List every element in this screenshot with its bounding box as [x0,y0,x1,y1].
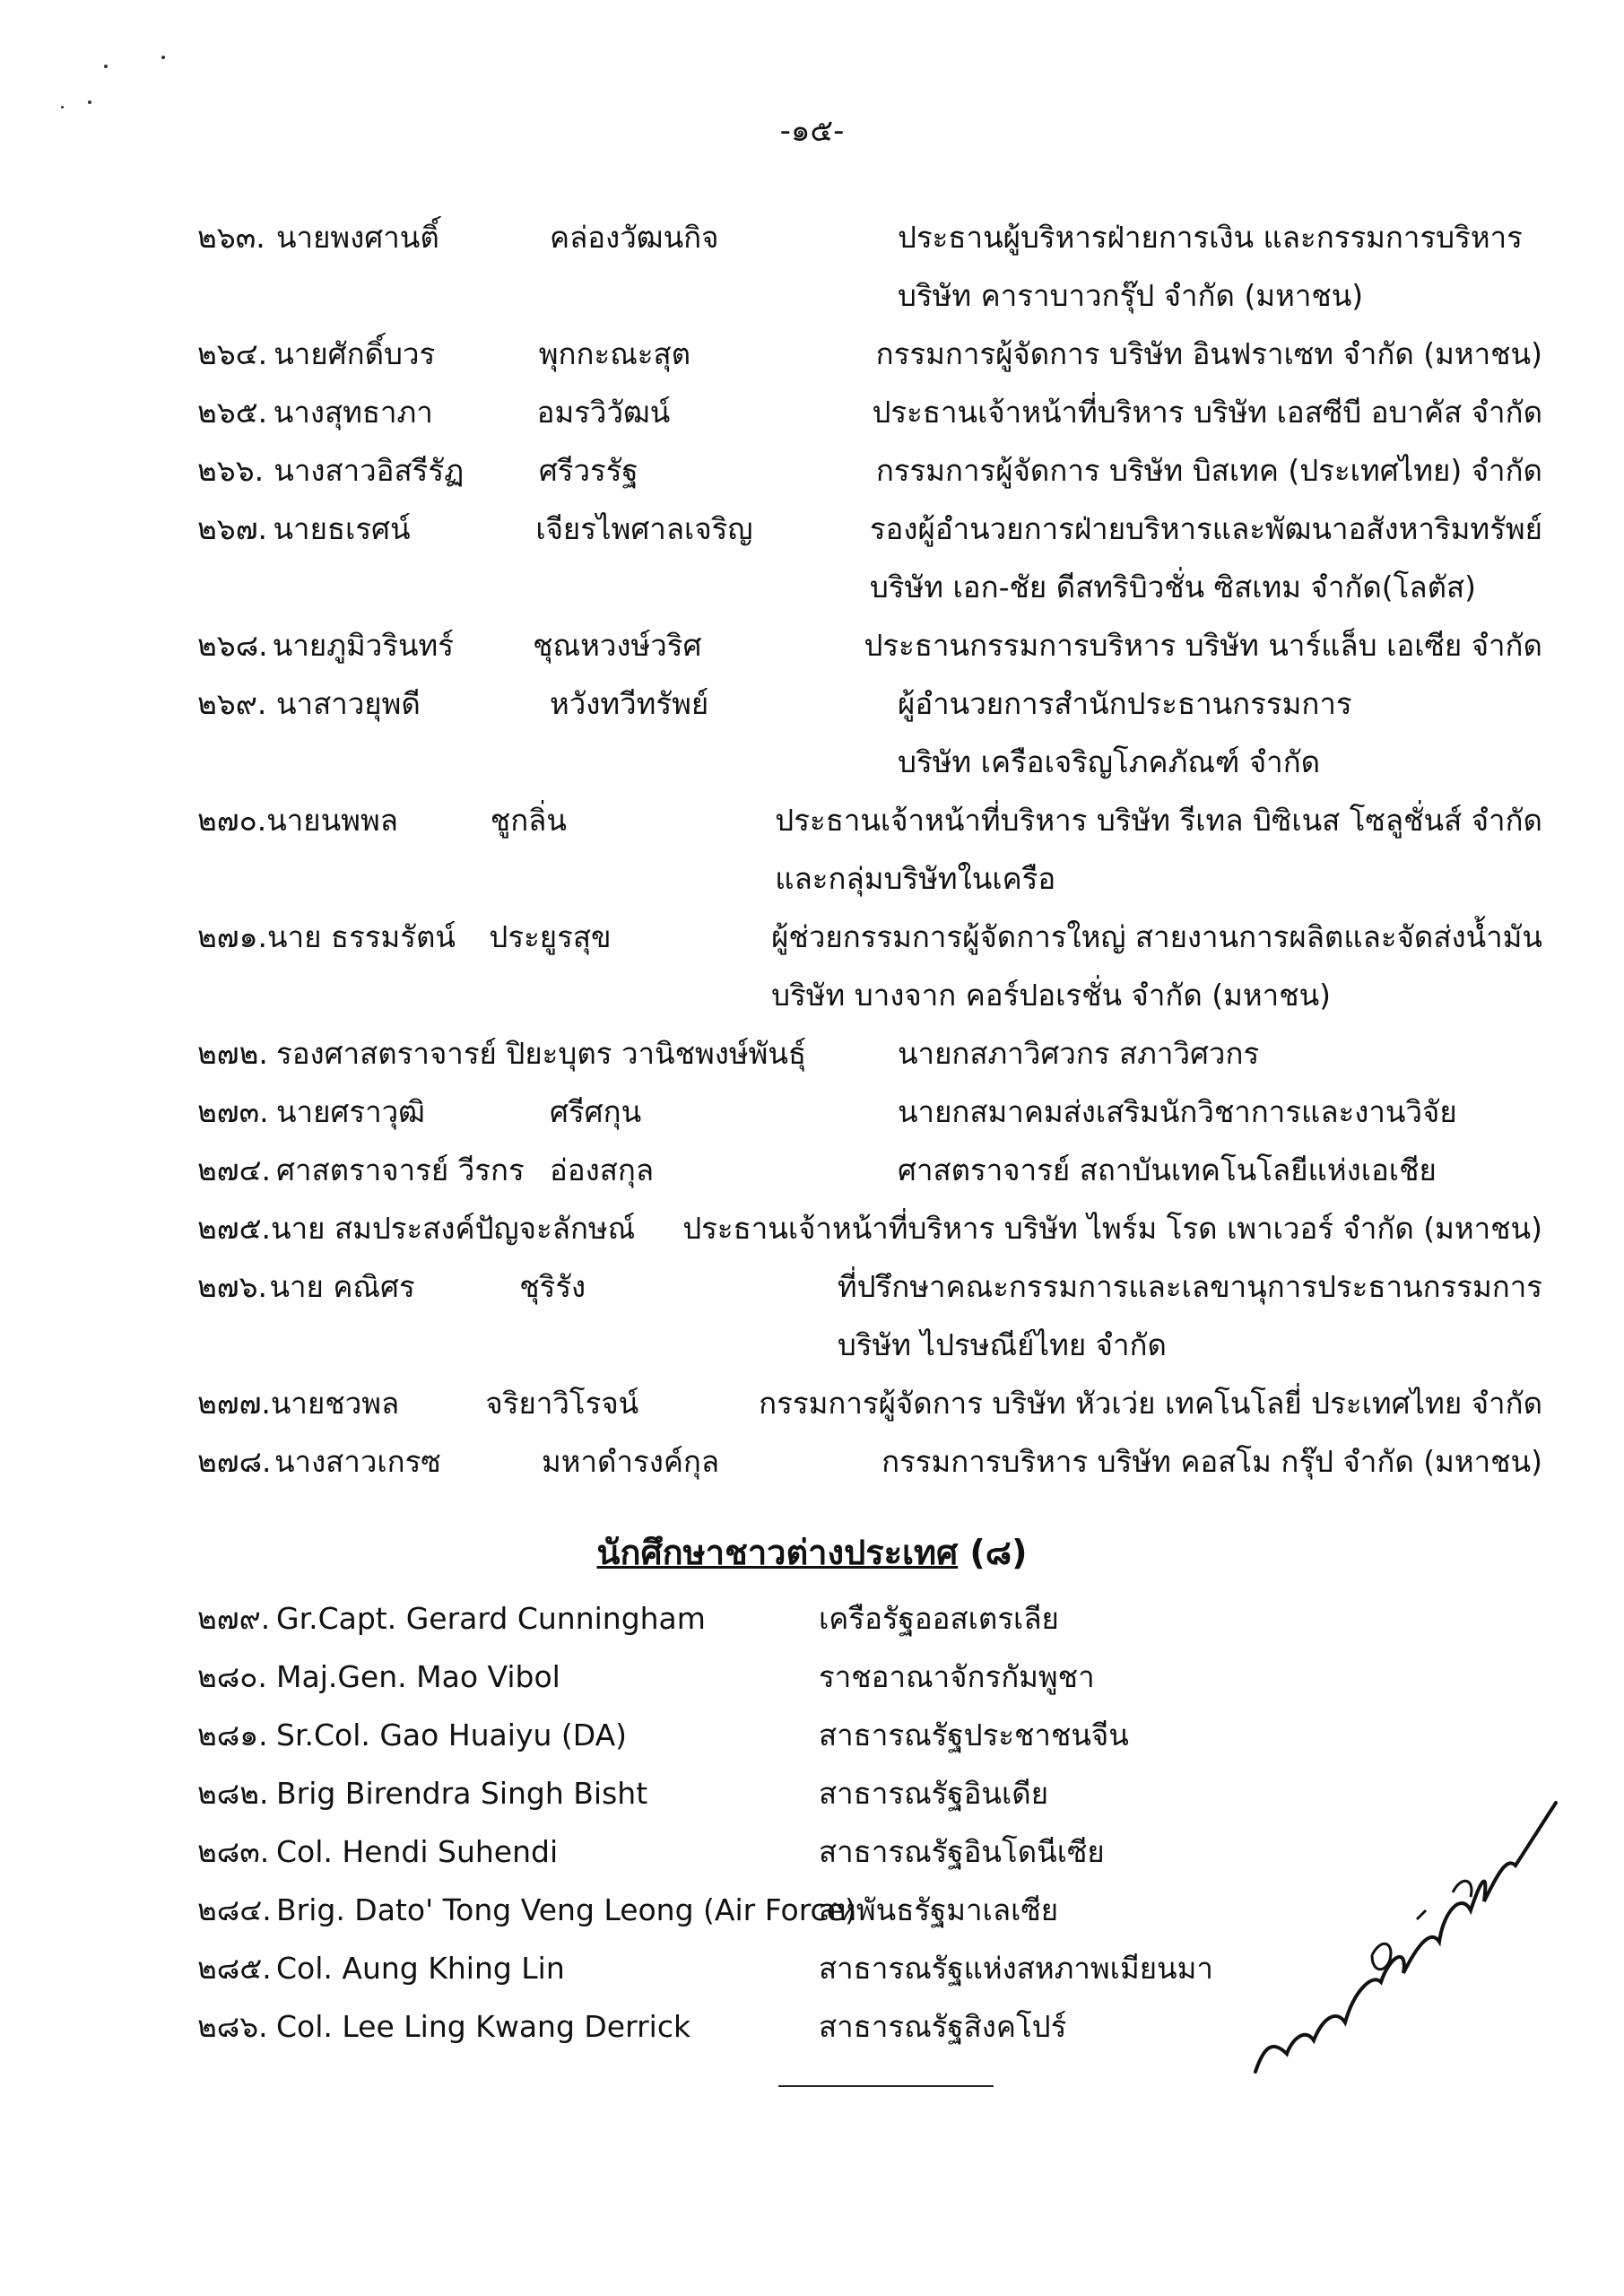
member-entry [197,1024,1542,1083]
entry-number: ๒๗๒. [197,1036,268,1071]
position-line: ประธานเจ้าหน้าที่บริหาร บริษัท ไพร์ม โรด เพาเวอร์ จำกัด (มหาชน) [682,1211,1542,1246]
member-entry [197,908,1542,1024]
position-line: ประธานกรรมการบริหาร บริษัท นาร์แล็บ เอเซีย จำกัด [864,628,1542,663]
entry-number: ๒๘๓. [197,1834,270,1869]
position-line: นายกสภาวิศวกร สภาวิศวกร [898,1036,1260,1071]
member-surname: ประยูรสุข [489,919,612,954]
position-line: บริษัท บางจาก คอร์ปอเรชั่น จำกัด (มหาชน) [771,978,1332,1013]
member-name: นาย สมประสงค์ [271,1211,475,1246]
member-position [838,1257,1542,1374]
member-entry [197,791,1542,908]
student-name: Maj.Gen. Mao Vibol [276,1659,560,1694]
member-name: นาย ธรรมรัตน์ [267,919,456,954]
member-position [864,616,1542,674]
position-line: รองผู้อำนวยการฝ่ายบริหารและพัฒนาอสังหาริมทรัพย์ [869,511,1542,546]
member-position [682,1199,1542,1257]
member-entry [197,383,1542,441]
position-line: กรรมการผู้จัดการ บริษัท หัวเว่ย เทคโนโลยี่ ประเทศไทย จำกัด [759,1386,1542,1421]
entry-number: ๒๗๐. [197,803,267,838]
position-line: บริษัท คาราบาวกรุ๊ป จำกัด (มหาชน) [898,278,1364,313]
member-surname: ชุริรัง [519,1269,586,1304]
position-line: บริษัท เครือเจริญโภคภัณฑ์ จำกัด [898,744,1321,779]
member-entry [197,500,1542,616]
student-name: Col. Lee Ling Kwang Derrick [276,2009,691,2044]
entry-number: ๒๘๐. [197,1659,267,1694]
student-country: สาธารณรัฐแห่งสหภาพเมียนมา [819,1951,1213,1986]
member-position [870,500,1542,616]
entry-number: ๒๗๑. [197,919,268,954]
position-line: และกลุ่มบริษัทในเครือ [775,861,1056,896]
member-position [898,208,1523,325]
member-name: ศาสตราจารย์ วีรกร [276,1152,525,1187]
student-country: สาธารณรัฐประชาชนจีน [819,1718,1129,1752]
section-title: นักศึกษาชาวต่างประเทศ [596,1533,959,1572]
member-position [898,1083,1457,1141]
position-line: บริษัท ไปรษณีย์ไทย จำกัด [837,1327,1167,1362]
member-surname: อมรวิวัฒน์ [536,395,671,430]
member-name: นายศราวุฒิ [276,1094,425,1129]
entry-number: ๒๘๑. [197,1718,268,1752]
member-name: นายภูมิวรินทร์ [272,628,454,663]
entry-number: ๒๗๙. [197,1601,271,1636]
member-surname: ศรีศกุน [550,1094,642,1129]
member-surname: พุกกะณะสุต [538,336,691,371]
entry-number: ๒๗๓. [197,1094,269,1129]
member-entry [197,441,1542,500]
entry-number: ๒๗๘. [197,1444,272,1479]
entry-number: ๒๖๕. [197,395,268,430]
student-name: Sr.Col. Gao Huaiyu (DA) [276,1718,628,1752]
member-position [876,441,1542,500]
signature [1238,1686,1560,2081]
student-country: สาธารณรัฐอินโดนีเซีย [819,1834,1105,1869]
entry-number: ๒๘๖. [197,2009,268,2044]
entry-number: ๒๖๗. [197,511,268,546]
member-position [881,1432,1542,1491]
member-position [759,1374,1542,1432]
entry-number: ๒๘๒. [197,1776,269,1811]
position-line: ประธานผู้บริหารฝ่ายการเงิน และกรรมการบริหาร [898,220,1523,255]
member-entry [197,1374,1542,1432]
entry-number: ๒๖๔. [197,336,268,371]
member-surname: อ่องสกุล [550,1152,655,1187]
position-line: ผู้อำนวยการสำนักประธานกรรมการ [898,686,1352,721]
member-entry [197,208,1542,325]
member-position [898,1141,1437,1199]
foreign-student-entry [197,1589,1542,1648]
position-line: ศาสตราจารย์ สถาบันเทคโนโลยีแห่งเอเชีย [898,1152,1437,1187]
member-name: นายธเรศน์ [273,511,411,546]
member-position [771,908,1542,1024]
member-entry [197,1432,1542,1491]
member-entry [197,616,1542,674]
entry-number: ๒๖๙. [197,686,267,721]
member-surname: ศรีวรรัฐ [538,453,638,488]
position-line: นายกสมาคมส่งเสริมนักวิชาการและงานวิจัย [898,1094,1457,1129]
member-position [898,674,1352,791]
member-entry [197,325,1542,383]
member-surname: ปัญจะลักษณ์ [474,1211,636,1246]
member-surname: ชูกลิ่น [490,803,567,838]
position-line: ผู้ช่วยกรรมการผู้จัดการใหญ่ สายงานการผลิตและจัดส่งน้ำมัน [771,919,1542,954]
member-name: นายชวพล [270,1386,400,1421]
student-name: Brig Birendra Singh Bisht [276,1776,648,1811]
member-entry [197,674,1542,791]
position-line: บริษัท เอก-ชัย ดีสทริบิวชั่น ซิสเทม จำกัด(โลตัส) [869,570,1477,604]
member-position [876,325,1542,383]
member-surname: คล่องวัฒนกิจ [550,220,719,255]
position-line: กรรมการบริหาร บริษัท คอสโม กรุ๊ป จำกัด (มหาชน) [881,1444,1542,1479]
member-name: นายนพพล [266,803,398,838]
member-surname: มหาดำรงค์กุล [541,1444,720,1479]
member-surname: เจียรไพศาลเจริญ [535,511,753,546]
member-list [197,208,1542,1491]
entry-number: ๒๗๖. [197,1269,268,1304]
member-entry [197,1257,1542,1374]
position-line: กรรมการผู้จัดการ บริษัท อินฟราเซท จำกัด (มหาชน) [875,336,1542,371]
student-country: สหพันธรัฐมาเลเซีย [819,1892,1059,1927]
member-name: รองศาสตราจารย์ ปิยะบุตร วานิชพงษ์พันธุ์ [276,1036,807,1071]
member-surname: ชุณหวงษ์วริศ [533,628,702,663]
position-line: ประธานเจ้าหน้าที่บริหาร บริษัท เอสซีบี อบาคัส จำกัด [872,395,1542,430]
member-name: นาสาวยุพดี [276,686,421,721]
member-name: นางสาวอิสรีรัฏ [274,453,465,488]
member-position [775,791,1542,908]
entry-number: ๒๖๘. [197,628,268,663]
member-entry [197,1199,1542,1257]
member-entry [197,1083,1542,1141]
page-number: -๑๕- [779,113,845,149]
entry-number: ๒๗๗. [197,1386,271,1421]
member-position [898,1024,1259,1083]
student-name: Col. Hendi Suhendi [276,1834,559,1869]
entry-number: ๒๖๓. [197,220,265,255]
student-name: Brig. Dato' Tong Veng Leong (Air Force) [276,1892,856,1927]
member-name: นาย คณิศร [269,1269,415,1304]
member-position [872,383,1542,441]
section-heading [0,1525,1624,1579]
section-count: (๘) [969,1533,1028,1572]
student-country: ราชอาณาจักรกัมพูชา [819,1659,1095,1694]
student-country: เครือรัฐออสเตรเลีย [819,1601,1059,1636]
student-name: Gr.Capt. Gerard Cunningham [276,1601,706,1636]
entry-number: ๒๘๔. [197,1892,272,1927]
member-name: นายศักดิ์บวร [274,336,436,371]
member-name: นางสาวเกรซ [274,1444,441,1479]
member-surname: หวังทวีทรัพย์ [550,686,709,721]
entry-number: ๒๗๕. [197,1211,272,1246]
position-line: ที่ปรึกษาคณะกรรมการและเลขานุการประธานกรรมการ [837,1269,1542,1304]
member-surname: จริยาวิโรจน์ [485,1386,639,1421]
position-line: ประธานเจ้าหน้าที่บริหาร บริษัท รีเทล บิซิเนส โซลูชั่นส์ จำกัด [775,803,1542,838]
member-name: นายพงศานติ์ [276,220,439,255]
position-line: กรรมการผู้จัดการ บริษัท บิสเทค (ประเทศไทย) จำกัด [875,453,1542,488]
entry-number: ๒๘๕. [197,1951,272,1986]
entry-number: ๒๗๔. [197,1152,272,1187]
end-divider [778,2085,994,2087]
student-name: Col. Aung Khing Lin [276,1951,565,1986]
member-name: นางสุทธาภา [273,395,433,430]
student-country: สาธารณรัฐอินเดีย [819,1776,1049,1811]
member-entry [197,1141,1542,1199]
student-country: สาธารณรัฐสิงคโปร์ [819,2009,1067,2044]
entry-number: ๒๖๖. [197,453,265,488]
